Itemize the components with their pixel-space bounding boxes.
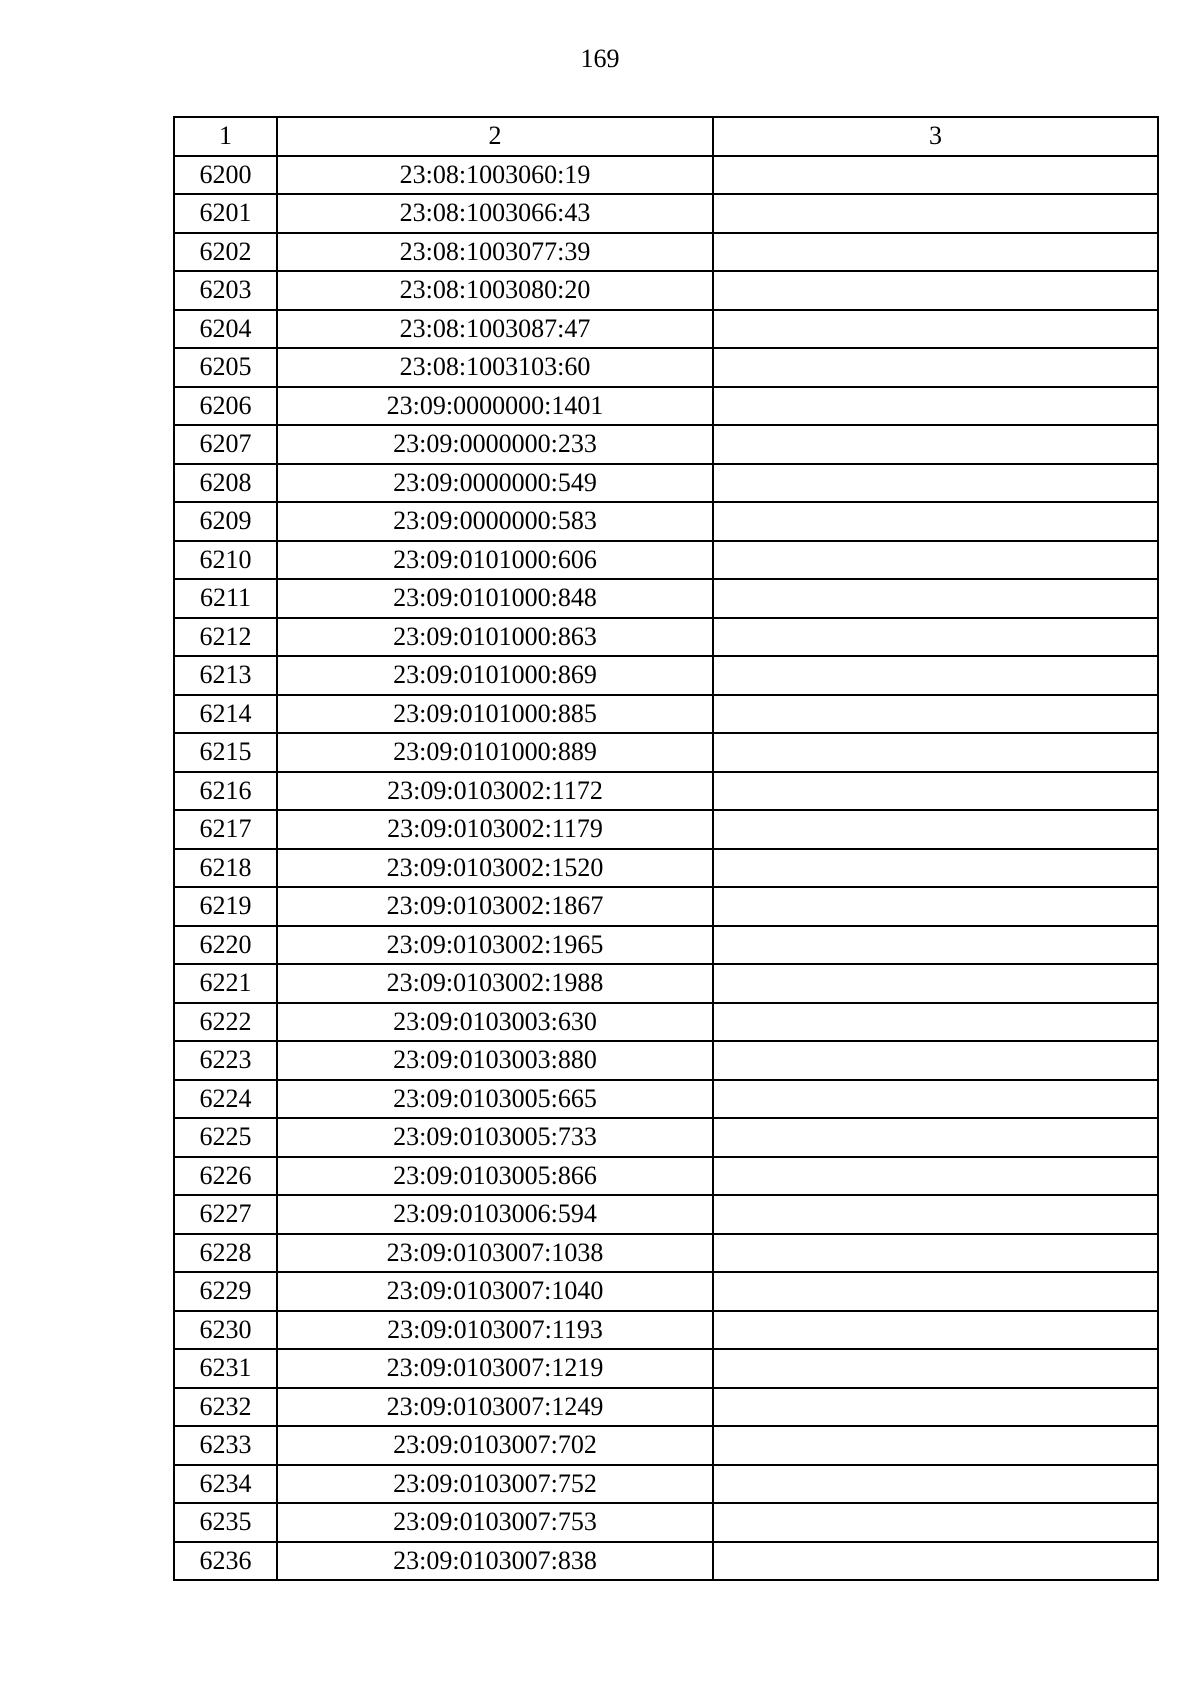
row-number-cell: 6227: [174, 1195, 277, 1234]
cadastral-number-cell: 23:09:0103002:1172: [277, 772, 713, 811]
notes-cell: [713, 695, 1158, 734]
notes-cell: [713, 541, 1158, 580]
row-number-cell: 6210: [174, 541, 277, 580]
notes-cell: [713, 1388, 1158, 1427]
table-row: [174, 1465, 1158, 1504]
notes-cell: [713, 1311, 1158, 1350]
row-number-cell: 6233: [174, 1426, 277, 1465]
row-number-cell: 6219: [174, 887, 277, 926]
notes-cell: [713, 1234, 1158, 1273]
table-row: [174, 1349, 1158, 1388]
table-row: [174, 1311, 1158, 1350]
cadastral-number-cell: 23:09:0000000:1401: [277, 387, 713, 426]
cadastral-number-cell: 23:09:0103007:1040: [277, 1272, 713, 1311]
notes-cell: [713, 194, 1158, 233]
notes-cell: [713, 1465, 1158, 1504]
notes-cell: [713, 1080, 1158, 1119]
cadastral-number-cell: 23:08:1003087:47: [277, 310, 713, 349]
row-number-cell: 6214: [174, 695, 277, 734]
row-number-cell: 6225: [174, 1118, 277, 1157]
row-number-cell: 6212: [174, 618, 277, 657]
table-row: [174, 1118, 1158, 1157]
table-row: [174, 964, 1158, 1003]
table-row: [174, 695, 1158, 734]
notes-cell: [713, 425, 1158, 464]
table-row: [174, 1426, 1158, 1465]
cadastral-number-cell: 23:09:0000000:233: [277, 425, 713, 464]
cadastral-number-cell: 23:09:0103002:1965: [277, 926, 713, 965]
table-body: [174, 156, 1158, 1581]
notes-cell: [713, 502, 1158, 541]
cadastral-number-cell: 23:09:0103007:838: [277, 1542, 713, 1581]
table-row: [174, 464, 1158, 503]
notes-cell: [713, 887, 1158, 926]
notes-cell: [713, 348, 1158, 387]
row-number-cell: 6208: [174, 464, 277, 503]
notes-cell: [713, 733, 1158, 772]
cadastral-number-cell: 23:09:0103002:1988: [277, 964, 713, 1003]
table-row: [174, 502, 1158, 541]
cadastral-number-cell: 23:08:1003080:20: [277, 271, 713, 310]
notes-cell: [713, 1272, 1158, 1311]
cadastral-number-cell: 23:09:0103007:752: [277, 1465, 713, 1504]
table-row: [174, 425, 1158, 464]
row-number-cell: 6234: [174, 1465, 277, 1504]
row-number-cell: 6207: [174, 425, 277, 464]
row-number-cell: 6220: [174, 926, 277, 965]
column-header-2: 2: [277, 117, 713, 156]
notes-cell: [713, 156, 1158, 195]
table-row: [174, 194, 1158, 233]
notes-cell: [713, 1157, 1158, 1196]
cadastral-number-cell: 23:09:0103002:1179: [277, 810, 713, 849]
table-header-row: [174, 117, 1158, 156]
table-row: [174, 1388, 1158, 1427]
table-row: [174, 156, 1158, 195]
notes-cell: [713, 579, 1158, 618]
table-row: [174, 387, 1158, 426]
notes-cell: [713, 1195, 1158, 1234]
table-row: [174, 233, 1158, 272]
cadastral-number-cell: 23:09:0103007:702: [277, 1426, 713, 1465]
table-row: [174, 618, 1158, 657]
row-number-cell: 6226: [174, 1157, 277, 1196]
cadastral-number-cell: 23:08:1003060:19: [277, 156, 713, 195]
notes-cell: [713, 1426, 1158, 1465]
table-row: [174, 310, 1158, 349]
row-number-cell: 6206: [174, 387, 277, 426]
cadastral-number-cell: 23:09:0101000:606: [277, 541, 713, 580]
table-row: [174, 733, 1158, 772]
table-row: [174, 1503, 1158, 1542]
row-number-cell: 6221: [174, 964, 277, 1003]
cadastral-number-cell: 23:09:0103007:1038: [277, 1234, 713, 1273]
row-number-cell: 6218: [174, 849, 277, 888]
cadastral-number-cell: 23:09:0103007:753: [277, 1503, 713, 1542]
table-row: [174, 1234, 1158, 1273]
table-row: [174, 1003, 1158, 1042]
cadastral-number-cell: 23:09:0103003:880: [277, 1041, 713, 1080]
notes-cell: [713, 926, 1158, 965]
notes-cell: [713, 464, 1158, 503]
table-row: [174, 271, 1158, 310]
row-number-cell: 6202: [174, 233, 277, 272]
cadastral-number-cell: 23:08:1003066:43: [277, 194, 713, 233]
table-row: [174, 656, 1158, 695]
notes-cell: [713, 1003, 1158, 1042]
notes-cell: [713, 656, 1158, 695]
cadastral-number-cell: 23:09:0103002:1867: [277, 887, 713, 926]
table-row: [174, 348, 1158, 387]
row-number-cell: 6228: [174, 1234, 277, 1273]
cadastral-number-cell: 23:09:0101000:869: [277, 656, 713, 695]
row-number-cell: 6231: [174, 1349, 277, 1388]
cadastral-number-cell: 23:09:0103003:630: [277, 1003, 713, 1042]
notes-cell: [713, 964, 1158, 1003]
cadastral-number-cell: 23:09:0103007:1193: [277, 1311, 713, 1350]
notes-cell: [713, 810, 1158, 849]
notes-cell: [713, 310, 1158, 349]
row-number-cell: 6236: [174, 1542, 277, 1581]
cadastral-number-cell: 23:09:0000000:583: [277, 502, 713, 541]
cadastral-number-cell: 23:09:0101000:863: [277, 618, 713, 657]
row-number-cell: 6213: [174, 656, 277, 695]
notes-cell: [713, 849, 1158, 888]
notes-cell: [713, 1118, 1158, 1157]
cadastral-number-cell: 23:09:0103007:1249: [277, 1388, 713, 1427]
cadastral-number-cell: 23:09:0101000:889: [277, 733, 713, 772]
row-number-cell: 6235: [174, 1503, 277, 1542]
cadastral-number-cell: 23:08:1003077:39: [277, 233, 713, 272]
cadastral-number-table: [173, 116, 1159, 1581]
cadastral-number-cell: 23:09:0101000:848: [277, 579, 713, 618]
row-number-cell: 6217: [174, 810, 277, 849]
row-number-cell: 6211: [174, 579, 277, 618]
cadastral-number-cell: 23:09:0103005:665: [277, 1080, 713, 1119]
table-row: [174, 1542, 1158, 1581]
column-header-3: 3: [713, 117, 1158, 156]
table-row: [174, 926, 1158, 965]
row-number-cell: 6216: [174, 772, 277, 811]
row-number-cell: 6229: [174, 1272, 277, 1311]
table-row: [174, 1272, 1158, 1311]
row-number-cell: 6205: [174, 348, 277, 387]
page-number: 169: [580, 44, 620, 73]
column-header-1: 1: [174, 117, 277, 156]
notes-cell: [713, 387, 1158, 426]
table-row: [174, 772, 1158, 811]
table-row: [174, 810, 1158, 849]
notes-cell: [713, 1503, 1158, 1542]
cadastral-number-cell: 23:09:0103007:1219: [277, 1349, 713, 1388]
row-number-cell: 6230: [174, 1311, 277, 1350]
table-row: [174, 1041, 1158, 1080]
notes-cell: [713, 271, 1158, 310]
row-number-cell: 6232: [174, 1388, 277, 1427]
cadastral-number-cell: 23:09:0103005:866: [277, 1157, 713, 1196]
cadastral-number-cell: 23:08:1003103:60: [277, 348, 713, 387]
table-row: [174, 1157, 1158, 1196]
table-row: [174, 1080, 1158, 1119]
notes-cell: [713, 1542, 1158, 1581]
cadastral-number-cell: 23:09:0000000:549: [277, 464, 713, 503]
row-number-cell: 6215: [174, 733, 277, 772]
table-row: [174, 849, 1158, 888]
notes-cell: [713, 233, 1158, 272]
table-row: [174, 541, 1158, 580]
cadastral-number-cell: 23:09:0103005:733: [277, 1118, 713, 1157]
notes-cell: [713, 772, 1158, 811]
cadastral-number-cell: 23:09:0101000:885: [277, 695, 713, 734]
row-number-cell: 6203: [174, 271, 277, 310]
table-row: [174, 1195, 1158, 1234]
row-number-cell: 6204: [174, 310, 277, 349]
cadastral-number-cell: 23:09:0103002:1520: [277, 849, 713, 888]
row-number-cell: 6201: [174, 194, 277, 233]
table-header: [174, 117, 1158, 156]
cadastral-number-cell: 23:09:0103006:594: [277, 1195, 713, 1234]
notes-cell: [713, 1041, 1158, 1080]
row-number-cell: 6222: [174, 1003, 277, 1042]
row-number-cell: 6224: [174, 1080, 277, 1119]
row-number-cell: 6223: [174, 1041, 277, 1080]
row-number-cell: 6200: [174, 156, 277, 195]
table-row: [174, 579, 1158, 618]
table-row: [174, 887, 1158, 926]
notes-cell: [713, 618, 1158, 657]
notes-cell: [713, 1349, 1158, 1388]
row-number-cell: 6209: [174, 502, 277, 541]
